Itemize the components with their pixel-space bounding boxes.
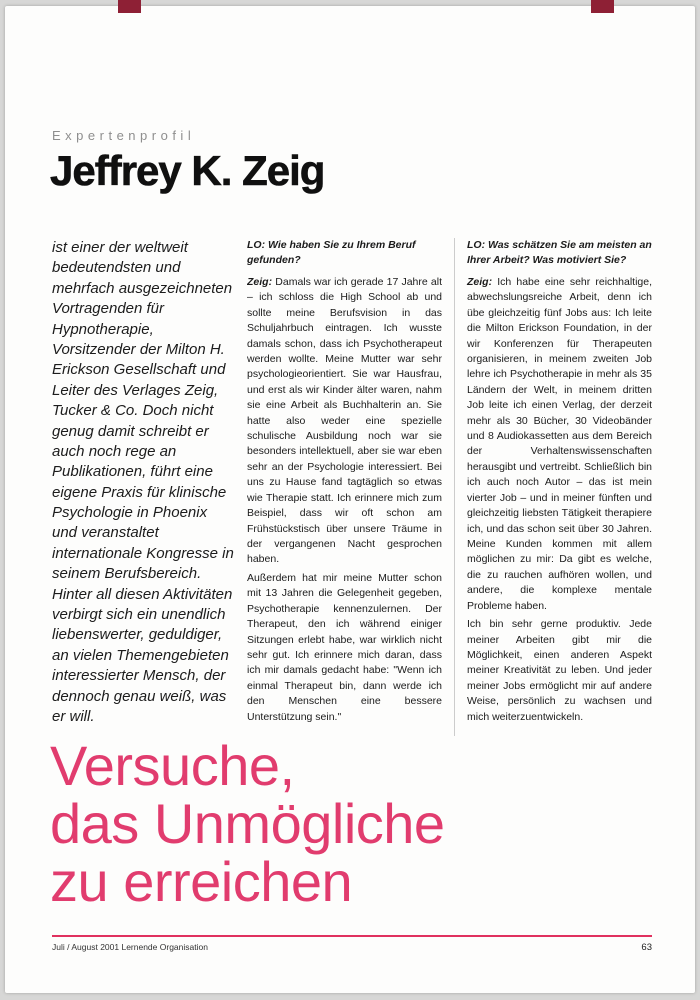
footer-rule [52,935,652,937]
answer-paragraph: Ich bin sehr gerne produktiv. Jede meiner Arbeiten gibt mir die Möglichkeit, einen anderen Aspekt meiner Kreativität zu leben. Und jeder meiner Jobs ermöglicht mir auf andere Weise, persönlich zu wachsen und mich weiterzuentwickeln. [467,618,652,723]
headline [50,734,445,914]
kicker: Expertenprofil [52,128,196,143]
answer-1 [247,275,442,568]
footer-page-number: 63 [641,942,652,953]
intro-column: ist einer der weltweit bedeutendsten und mehrfach ausgezeichneten Vortragenden für Hypnotherapie, Vorsitzender der Milton H. Erickson Gesellschaft und Leiter des Verlages Zeig, Tucker & Co. Doch nicht genug damit schreibt er auch noch rege an Publikationen, führt eine eigene Praxis für klinische Psychologie in Phoenix und veranstaltet internationale Kongresse in seinem Berufsbereich. Hinter all diesen Aktivitäten verbirgt sich ein unendlich liebenswerter, geduldiger, an vielen Themengebieten interessierter Mensch, der dennoch genau weiß, was er will. [52,239,234,725]
page-title: Jeffrey K. Zeig [50,147,325,194]
speaker-label: Zeig: [467,275,493,288]
footer [52,942,652,953]
speaker-label: Zeig: [247,275,273,288]
answer-paragraph: Außerdem hat mir meine Mutter schon mit 13 Jahren die Gelegenheit gegeben, Psychotherapie kennenzulernen. Der Therapeut, den ich während einiger Sitzungen erlebt habe, war wirklich nicht sehr gut. Ich erinnere mich daran, dass ich mir damals gedacht habe: "Wenn ich einmal Therapeut bin, dann werde ich den Menschen eine bessere Unterstützung sein." [247,571,442,723]
top-left-crop-mark [118,0,141,13]
question-2: LO: Was schätzen Sie am meisten an Ihrer Arbeit? Was motiviert Sie? [467,239,652,267]
qa-column-1 [247,238,442,736]
top-right-crop-mark [591,0,614,13]
question-1: LO: Wie haben Sie zu Ihrem Beruf gefunden? [247,239,416,267]
article-columns [52,238,652,736]
footer-credit: Juli / August 2001 Lernende Organisation [52,942,208,952]
headline-line: Versuche, [50,734,295,797]
qa-column-2 [454,238,652,736]
answer-paragraph: Ich habe eine sehr reichhaltige, abwechslungsreiche Arbeit, denn ich übe gleichzeitig fünf Jobs aus: Ich leite die Milton Erickson Foundation, in der wir Konferenzen für Therapeuten organisieren, in meinem zweiten Job lehre ich Psychotherapie in mehr als 35 Ländern der Welt, in meinem dritten Job leite ich einen Verlag, der derzeit mehr als 30 Bücher, 30 Videobänder und 8 Audiokassetten aus dem Bereich der Verhaltenswissenschaften herausgibt und vertreibt. Schließlich bin ich auch noch Autor – das ist mein vierter Job – und in meiner fünften und gleichzeitig liebsten Tätigkeit therapiere ich, und das schon seit über 30 Jahren. Meine Kunden kommen mit allem möglichen zu mir: Da gibt es welche, die zu rauchen aufhören wollen, und andere, die komplexe mentale Probleme haben. [467,275,652,612]
headline-line: das Unmögliche [50,792,445,856]
answer-2 [467,275,652,614]
answer-paragraph: Damals war ich gerade 17 Jahre alt – ich schloss die High School ab und sollte meine Berufsvision in das Schuljahrbuch eintragen. Ich wusste damals schon, dass ich Psychotherapeut werden wollte. Meine Mutter war sehr psychologieorientiert. Sie war Hausfrau, und erst als wir Kinder älter waren, nahm sie eine Arbeit als Buchhalterin an. Sie hatte also weder eine spezielle schulische Ausbildung noch war sie besonders intellektuell, aber sie war eben sehr an der Psychologie interessiert. Bei uns zu Hause fand tagtäglich so etwas wie Therapie statt. Ich erinnere mich zum Beispiel, dass wir oft schon am Frühstückstisch über unsere Träume in der vergangenen Nacht gesprochen haben. [247,275,442,566]
headline-line: zu erreichen [50,850,353,914]
magazine-page [5,6,695,993]
